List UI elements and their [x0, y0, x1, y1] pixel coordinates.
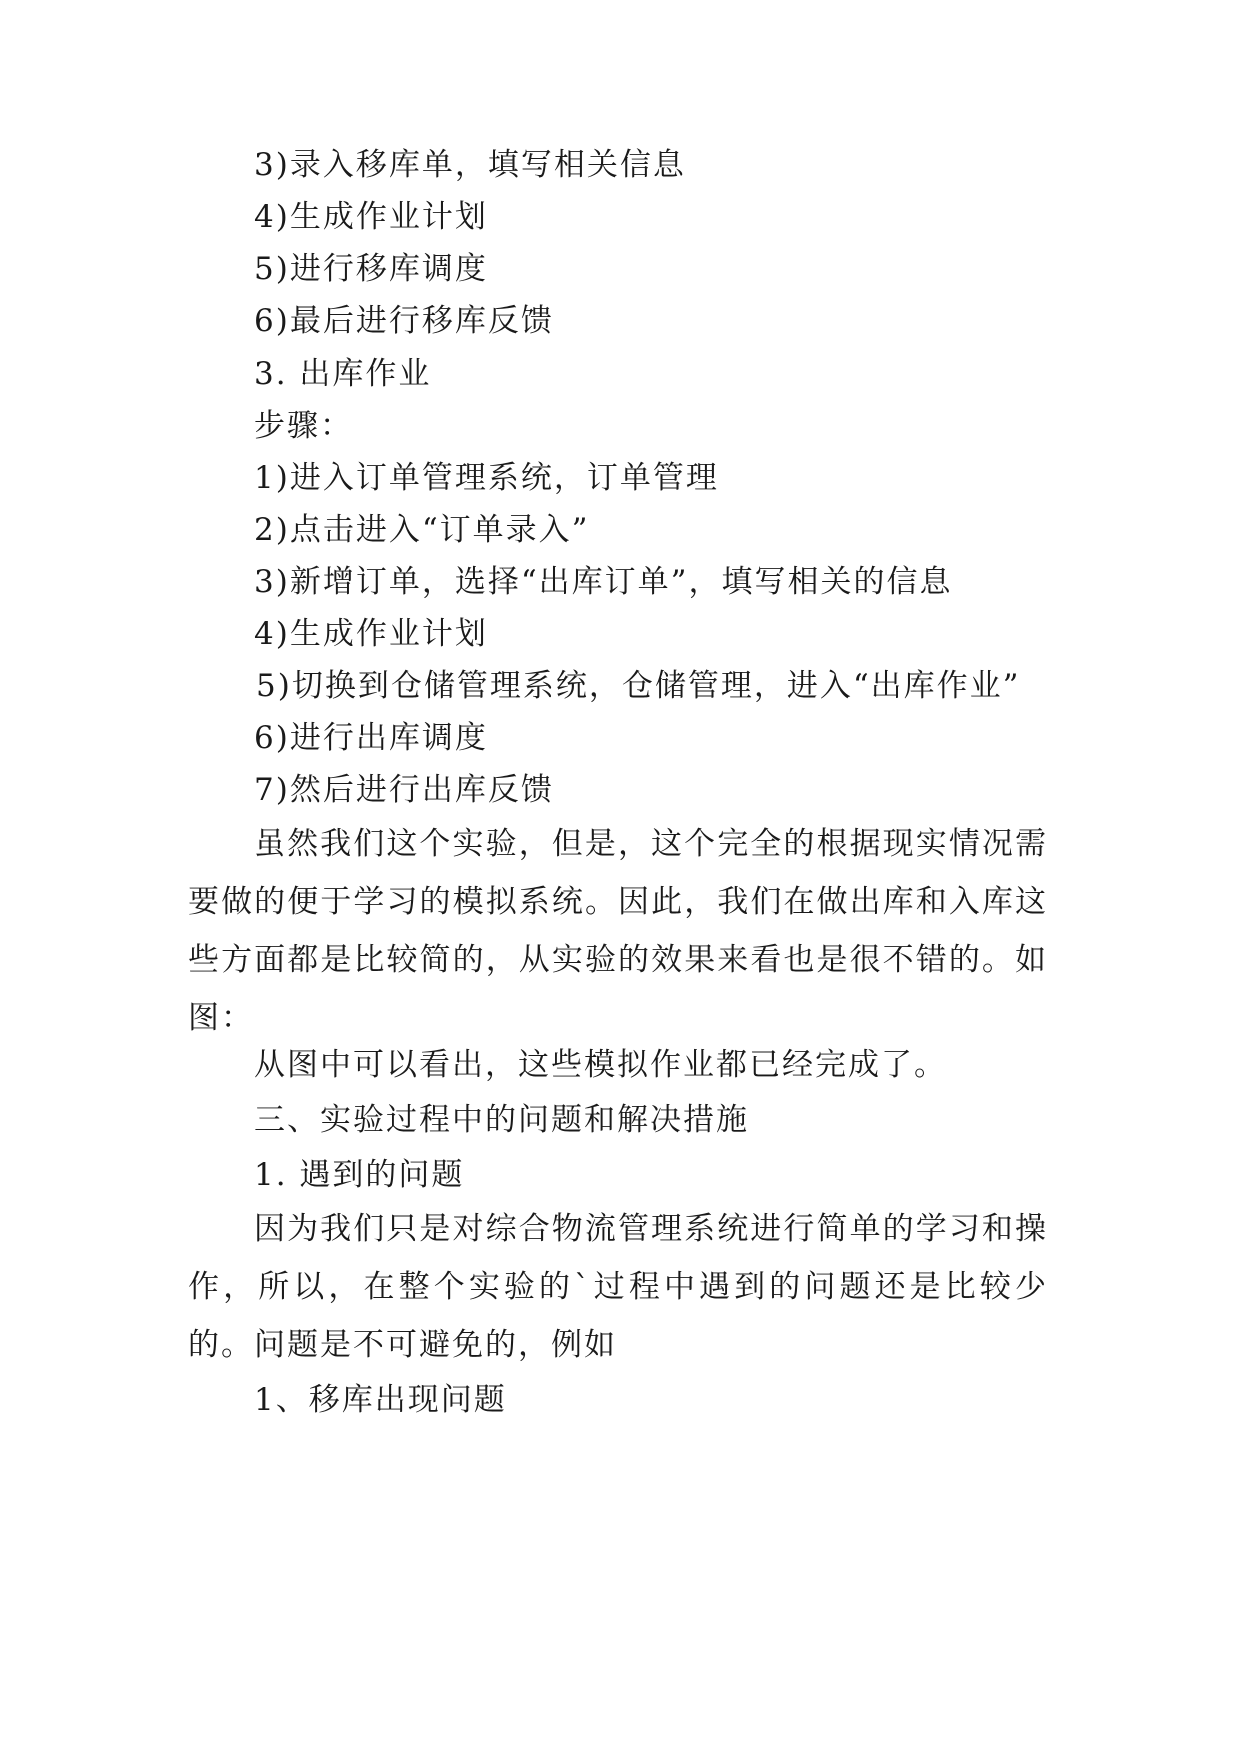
step-line: 1)进入订单管理系统，订单管理: [254, 460, 719, 496]
step-line: 6)最后进行移库反馈: [254, 303, 554, 339]
section-heading: 三、实验过程中的问题和解决措施: [254, 1102, 749, 1138]
step-line: 5)切换到仓储管理系统，仓储管理，进入“出库作业”: [256, 668, 1021, 704]
body-paragraph: [188, 815, 1048, 1047]
paragraph-text: 虽然我们这个实验，但是，这个完全的根据现实情况需要做的便于学习的模拟系统。因此，我们在做出库和入库这些方面都是比较简的，从实验的效果来看也是很不错的。如图：: [188, 826, 1048, 1036]
step-line: 4)生成作业计划: [254, 616, 488, 652]
step-line: 3)录入移库单，填写相关信息: [254, 147, 686, 183]
step-line: 7)然后进行出库反馈: [254, 772, 554, 808]
list-item: 1、移库出现问题: [254, 1382, 507, 1418]
step-line: 3)新增订单，选择“出库订单”，填写相关的信息: [254, 564, 953, 600]
body-paragraph: [188, 1200, 1048, 1374]
paragraph-text: 因为我们只是对综合物流管理系统进行简单的学习和操作，所以，在整个实验的`过程中遇到的问题还是比较少的。问题是不可避免的，例如: [188, 1211, 1048, 1363]
step-line: 4)生成作业计划: [254, 199, 488, 235]
body-line: 从图中可以看出，这些模拟作业都已经完成了。: [254, 1047, 947, 1083]
steps-label: 步骤：: [254, 408, 353, 444]
step-line: 5)进行移库调度: [254, 251, 488, 287]
section-heading-outbound: 3. 出库作业: [254, 356, 432, 392]
step-line: 2)点击进入“订单录入”: [254, 512, 590, 548]
subsection-heading: 1. 遇到的问题: [254, 1157, 465, 1193]
step-line: 6)进行出库调度: [254, 720, 488, 756]
